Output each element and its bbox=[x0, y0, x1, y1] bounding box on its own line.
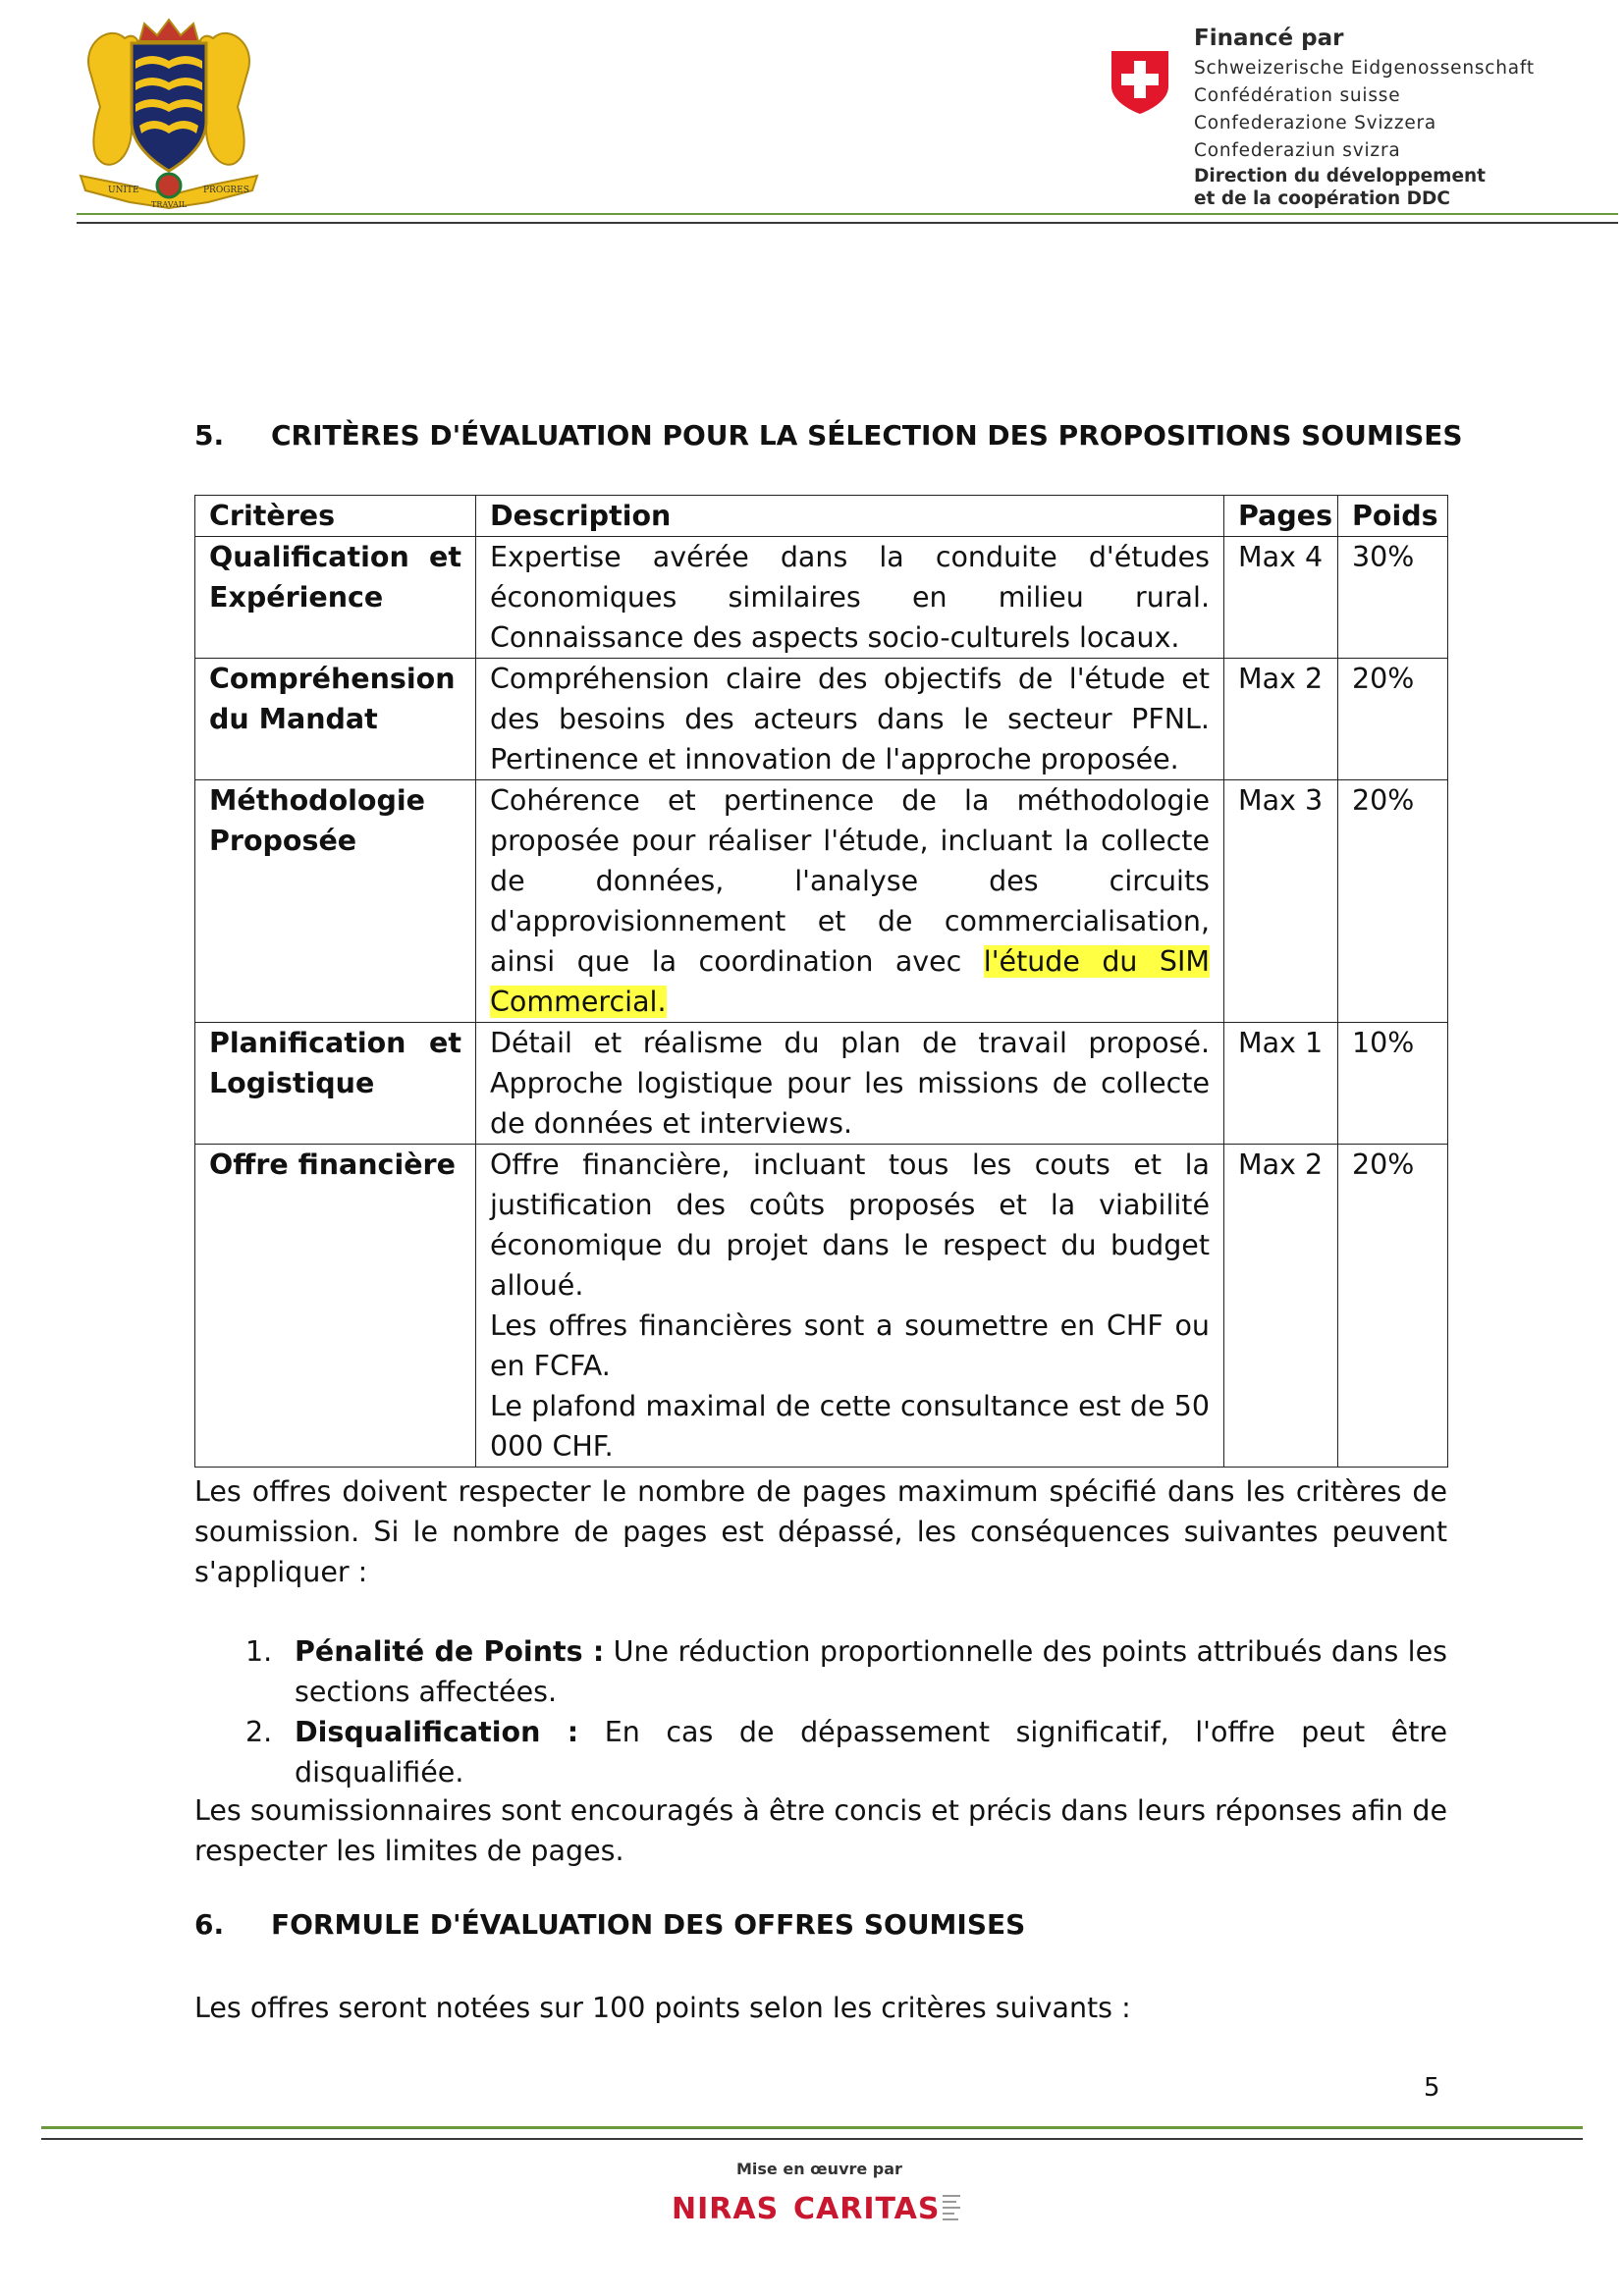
description-cell bbox=[476, 1145, 1224, 1468]
header-description: Description bbox=[476, 496, 1224, 537]
section-number: 5. bbox=[194, 419, 225, 452]
swiss-shield-icon bbox=[1110, 49, 1170, 116]
footer-divider-green bbox=[41, 2126, 1583, 2129]
section-title: CRITÈRES D'ÉVALUATION POUR LA SÉLECTION DES PROPOSITIONS SOUMISES bbox=[271, 419, 1463, 452]
section-title: FORMULE D'ÉVALUATION DES OFFRES SOUMISES bbox=[271, 1908, 1026, 1941]
criteria-cell: Compréhension du Mandat bbox=[195, 659, 476, 780]
section-5-heading bbox=[194, 418, 1463, 454]
motto-travail: TRAVAIL bbox=[151, 200, 188, 209]
paragraph: Les soumissionnaires sont encouragés à être concis et précis dans leurs réponses afin de respecter les limites de pages. bbox=[194, 1794, 1447, 1867]
weight-cell: 30% bbox=[1338, 537, 1448, 659]
description-text: Offre financière, incluant tous les couts et la justification des coûts proposés et la viabilité économique du projet dans le respect du budget alloué. bbox=[490, 1148, 1210, 1302]
list-item bbox=[194, 1631, 1447, 1712]
description-text: Cohérence et pertinence de la méthodologie proposée pour réaliser l'étude, incluant la collecte de données, l'analyse des circuits d'approvisionnement et de commercialisation, ainsi que la coordination avec bbox=[490, 784, 1210, 978]
funder-line: Schweizerische Eidgenossenschaft bbox=[1194, 58, 1535, 79]
consequence-list bbox=[194, 1631, 1447, 1792]
funder-line: Confederaziun svizra bbox=[1194, 140, 1401, 161]
highlighted-text: l'étude du SIM Commercial. bbox=[490, 945, 1210, 1018]
header-pages: Pages bbox=[1224, 496, 1338, 537]
description-cell: Expertise avérée dans la conduite d'études économiques similaires en milieu rural. Connaissance des aspects socio-culturels locaux. bbox=[476, 537, 1224, 659]
table-row bbox=[195, 1145, 1448, 1468]
funder-line: Confédération suisse bbox=[1194, 85, 1401, 106]
description-text: Les offres financières sont a soumettre en CHF ou en FCFA. bbox=[490, 1309, 1210, 1382]
section-number: 6. bbox=[194, 1908, 225, 1941]
description-cell: Détail et réalisme du plan de travail proposé. Approche logistique pour les missions de collecte de données et interviews. bbox=[476, 1023, 1224, 1145]
list-number: 2. bbox=[245, 1716, 273, 1748]
funder-line: Financé par bbox=[1194, 26, 1344, 51]
header-criteres: Critères bbox=[195, 496, 476, 537]
page-number: 5 bbox=[1424, 2073, 1440, 2103]
pages-cell: Max 4 bbox=[1224, 537, 1338, 659]
header-poids: Poids bbox=[1338, 496, 1448, 537]
weight-cell: 20% bbox=[1338, 659, 1448, 780]
list-item bbox=[194, 1712, 1447, 1792]
description-cell bbox=[476, 780, 1224, 1023]
section-6-heading bbox=[194, 1907, 1025, 1943]
list-text: En cas de dépassement significatif, l'offre peut être disqualifiée. bbox=[295, 1716, 1448, 1789]
criteria-cell: Qualification et Expérience bbox=[195, 537, 476, 659]
pages-cell: Max 2 bbox=[1224, 1145, 1338, 1468]
paragraph: Les offres doivent respecter le nombre de pages maximum spécifié dans les critères de soumission. Si le nombre de pages est dépassé, les conséquences suivantes peuvent s'appliquer : bbox=[194, 1475, 1447, 1588]
caritas-tagline-icon bbox=[941, 2189, 966, 2228]
table-header-row bbox=[195, 496, 1448, 537]
niras-logo: NIRAS bbox=[672, 2192, 780, 2226]
criteria-table bbox=[194, 495, 1448, 1468]
funder-line: et de la coopération DDC bbox=[1194, 188, 1450, 209]
criteria-cell: Méthodologie Proposée bbox=[195, 780, 476, 1023]
pages-cell: Max 1 bbox=[1224, 1023, 1338, 1145]
pages-cell: Max 2 bbox=[1224, 659, 1338, 780]
table-row bbox=[195, 1023, 1448, 1145]
list-label: Pénalité de Points : bbox=[295, 1635, 605, 1668]
motto-unite: UNITE bbox=[108, 186, 139, 195]
footer-divider-dark bbox=[41, 2138, 1583, 2140]
description-cell: Compréhension claire des objectifs de l'étude et des besoins des acteurs dans le secteur PFNL. Pertinence et innovation de l'approche proposée. bbox=[476, 659, 1224, 780]
funder-line: Confederazione Svizzera bbox=[1194, 113, 1437, 133]
header-divider-dark bbox=[77, 222, 1618, 224]
paragraph: Les offres seront notées sur 100 points selon les critères suivants : bbox=[194, 1992, 1131, 2024]
table-row bbox=[195, 537, 1448, 659]
list-label: Disqualification : bbox=[295, 1716, 579, 1748]
funder-line: Direction du développement bbox=[1194, 166, 1487, 187]
weight-cell: 10% bbox=[1338, 1023, 1448, 1145]
motto-progres: PROGRES bbox=[203, 186, 249, 195]
list-number: 1. bbox=[245, 1635, 273, 1668]
weight-cell: 20% bbox=[1338, 1145, 1448, 1468]
coat-of-arms-logo bbox=[71, 14, 267, 210]
weight-cell: 20% bbox=[1338, 780, 1448, 1023]
table-row bbox=[195, 780, 1448, 1023]
description-text: Le plafond maximal de cette consultance est de 50 000 CHF. bbox=[490, 1390, 1210, 1463]
criteria-cell: Offre financière bbox=[195, 1145, 476, 1468]
funder-block bbox=[1194, 22, 1567, 210]
caritas-logo: CARITAS bbox=[793, 2192, 941, 2226]
pages-cell: Max 3 bbox=[1224, 780, 1338, 1023]
list-text: Une réduction proportionnelle des points attribués dans les sections affectées. bbox=[295, 1635, 1447, 1708]
implemented-by-label: Mise en œuvre par bbox=[736, 2160, 902, 2178]
table-row bbox=[195, 659, 1448, 780]
header-divider-green bbox=[77, 213, 1618, 215]
criteria-cell: Planification et Logistique bbox=[195, 1023, 476, 1145]
